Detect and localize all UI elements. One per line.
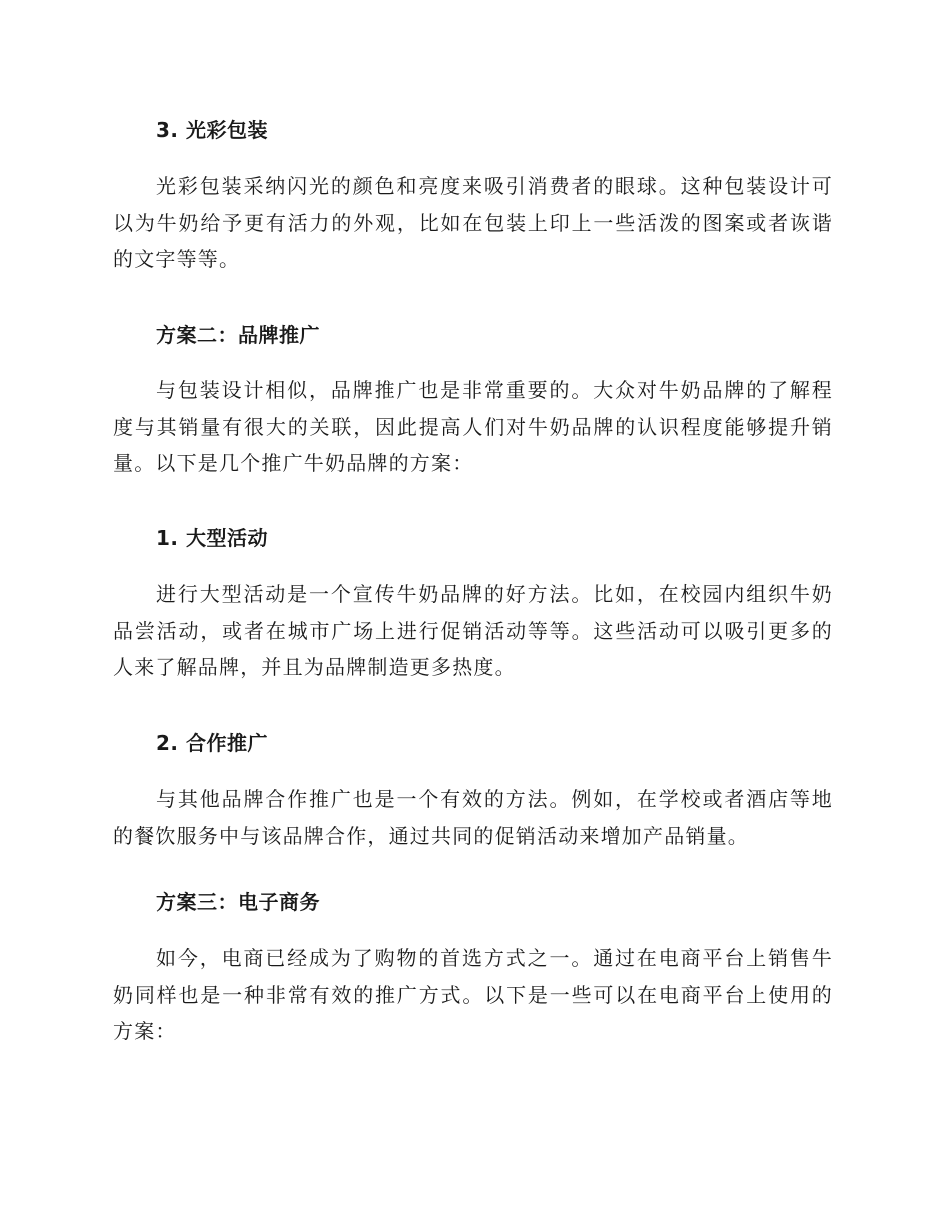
- section-heading-large-events: 1. 大型活动: [156, 526, 268, 550]
- section-heading-e-commerce: 方案三：电子商务: [156, 890, 320, 914]
- paragraph-brand-promotion: 与包装设计相似，品牌推广也是非常重要的。大众对牛奶品牌的了解程度与其销量有很大的关联，因此提高人们对牛奶品牌的认识程度能够提升销量。以下是几个推广牛奶品牌的方案：: [113, 378, 833, 475]
- section-heading-brand-promotion: 方案二：品牌推广: [156, 323, 320, 347]
- paragraph-large-events: 进行大型活动是一个宣传牛奶品牌的好方法。比如，在校园内组织牛奶品尝活动，或者在城市广场上进行促销活动等等。这些活动可以吸引更多的人来了解品牌，并且为品牌制造更多热度。: [113, 582, 833, 679]
- section-heading-glossy-packaging: 3. 光彩包装: [156, 118, 268, 142]
- paragraph-e-commerce: 如今，电商已经成为了购物的首选方式之一。通过在电商平台上销售牛奶同样也是一种非常有效的推广方式。以下是一些可以在电商平台上使用的方案：: [113, 946, 833, 1043]
- paragraph-cooperative-promotion: 与其他品牌合作推广也是一个有效的方法。例如，在学校或者酒店等地的餐饮服务中与该品牌合作，通过共同的促销活动来增加产品销量。: [113, 787, 833, 848]
- paragraph-glossy-packaging: 光彩包装采纳闪光的颜色和亮度来吸引消费者的眼球。这种包装设计可以为牛奶给予更有活力的外观，比如在包装上印上一些活泼的图案或者诙谐的文字等等。: [113, 174, 833, 271]
- section-heading-cooperative-promotion: 2. 合作推广: [156, 731, 268, 755]
